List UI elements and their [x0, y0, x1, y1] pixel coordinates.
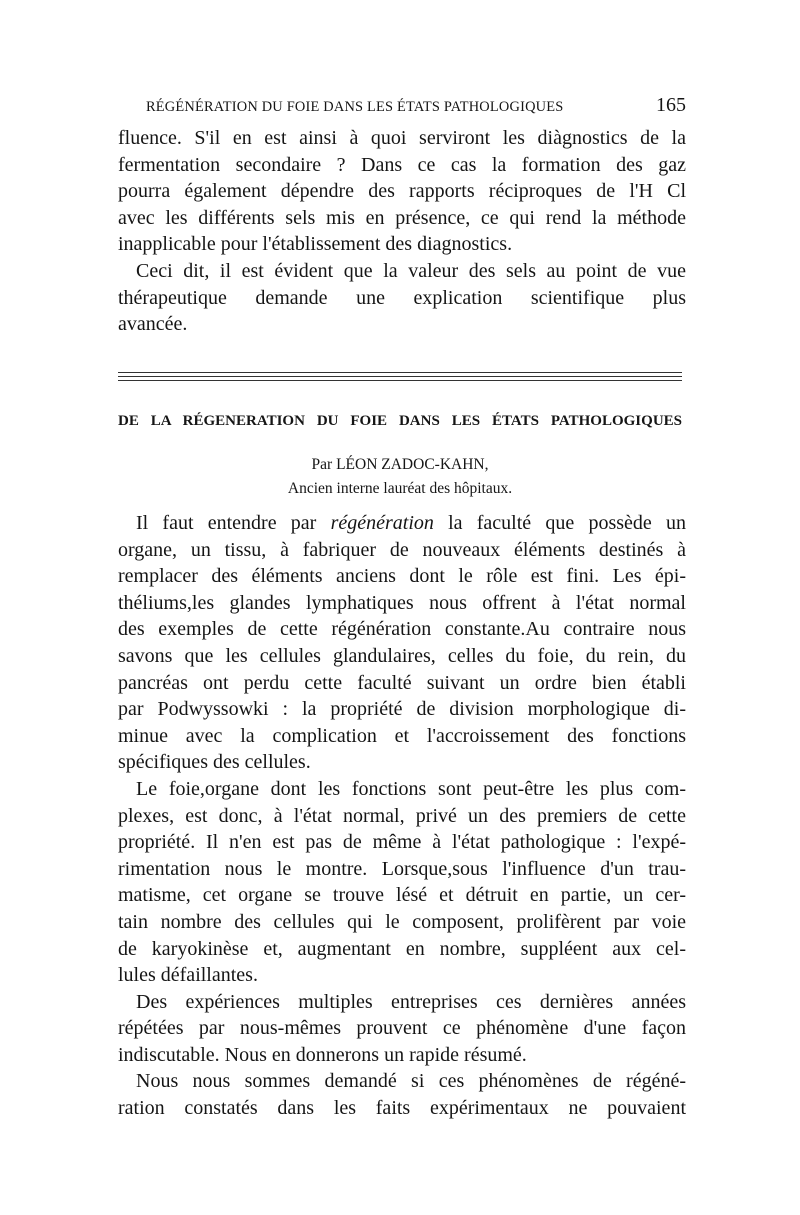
text-line: par Podwyssowki : la propriété de division morphologique di-	[118, 698, 686, 721]
text-line: propriété. Il n'en est pas de même à l'état pathologique : l'expé-	[118, 831, 686, 854]
text-line: savons que les cellules glandulaires, celles du foie, du rein, du	[118, 644, 686, 667]
text-run: la faculté que possède un	[433, 512, 686, 534]
text-run: Il faut entendre par	[136, 512, 331, 534]
article-body	[118, 510, 686, 1122]
text-line: ration constatés dans les faits expérimentaux ne pouvaient	[118, 1097, 686, 1120]
text-line: thérapeutique demande une explication scientifique plus	[118, 286, 686, 309]
text-line: des exemples de cette régénération constante.Au contraire nous	[118, 618, 686, 641]
separator-rule	[118, 376, 682, 377]
text-line: de karyokinèse et, augmentant en nombre, suppléent aux cel-	[118, 937, 686, 960]
page-number: 165	[656, 94, 686, 116]
article-author: Par LÉON ZADOC-KAHN,	[311, 456, 489, 473]
text-line: avec les différents sels mis en présence, ce qui rend la méthode	[118, 206, 686, 229]
text-line: Nous nous sommes demandé si ces phénomènes de régéné-	[136, 1070, 686, 1093]
text-line: répétées par nous-mêmes prouvent ce phénomène d'une façon	[118, 1017, 686, 1040]
author-role: Ancien interne lauréat des hôpitaux.	[287, 480, 513, 497]
text-line: spécifiques des cellules.	[118, 751, 311, 774]
text-line: indiscutable. Nous en donnerons un rapide résumé.	[118, 1043, 527, 1066]
text-line: minue avec la complication et l'accroissement des fonctions	[118, 724, 686, 747]
article-title: DE LA RÉGENERATION DU FOIE DANS LES ÉTATS PATHOLOGIQUES	[118, 413, 682, 429]
text-line: Des expériences multiples entreprises ces dernières années	[136, 990, 686, 1013]
text-line: pourra également dépendre des rapports réciproques de l'H Cl	[118, 180, 686, 203]
previous-article-text	[118, 125, 686, 338]
italic-term: régénération	[330, 512, 434, 534]
separator-rule	[118, 380, 682, 381]
text-line: pancréas ont perdu cette faculté suivant un ordre bien établi	[118, 671, 686, 694]
text-line: Le foie,organe dont les fonctions sont peut-être les plus com-	[136, 777, 686, 800]
text-line: théliums,les glandes lymphatiques nous offrent à l'état normal	[118, 591, 686, 614]
text-line: avancée.	[118, 313, 188, 336]
text-line: matisme, cet organe se trouve lésé et détruit en partie, un cer-	[118, 884, 686, 907]
text-line: remplacer des éléments anciens dont le rôle est fini. Les épi-	[118, 565, 686, 588]
separator-rule	[118, 372, 682, 373]
running-title: RÉGÉNÉRATION DU FOIE DANS LES ÉTATS PATHOLOGIQUES	[146, 99, 564, 115]
text-line: fermentation secondaire ? Dans ce cas la formation des gaz	[118, 153, 686, 176]
text-line: lules défaillantes.	[118, 964, 258, 987]
text-line: organe, un tissu, à fabriquer de nouveaux éléments destinés à	[118, 538, 686, 561]
text-line: fluence. S'il en est ainsi à quoi serviront les diàgnostics de la	[118, 127, 686, 149]
text-line: rimentation nous le montre. Lorsque,sous l'influence d'un trau-	[118, 857, 686, 880]
text-line: tain nombre des cellules qui le composent, prolifèrent par voie	[118, 910, 686, 933]
text-line: plexes, est donc, à l'état normal, privé un des premiers de cette	[118, 804, 686, 827]
text-line: Ceci dit, il est évident que la valeur des sels au point de vue	[136, 259, 686, 282]
text-line	[118, 510, 686, 537]
running-head	[146, 94, 686, 117]
text-line: inapplicable pour l'établissement des diagnostics.	[118, 233, 513, 256]
